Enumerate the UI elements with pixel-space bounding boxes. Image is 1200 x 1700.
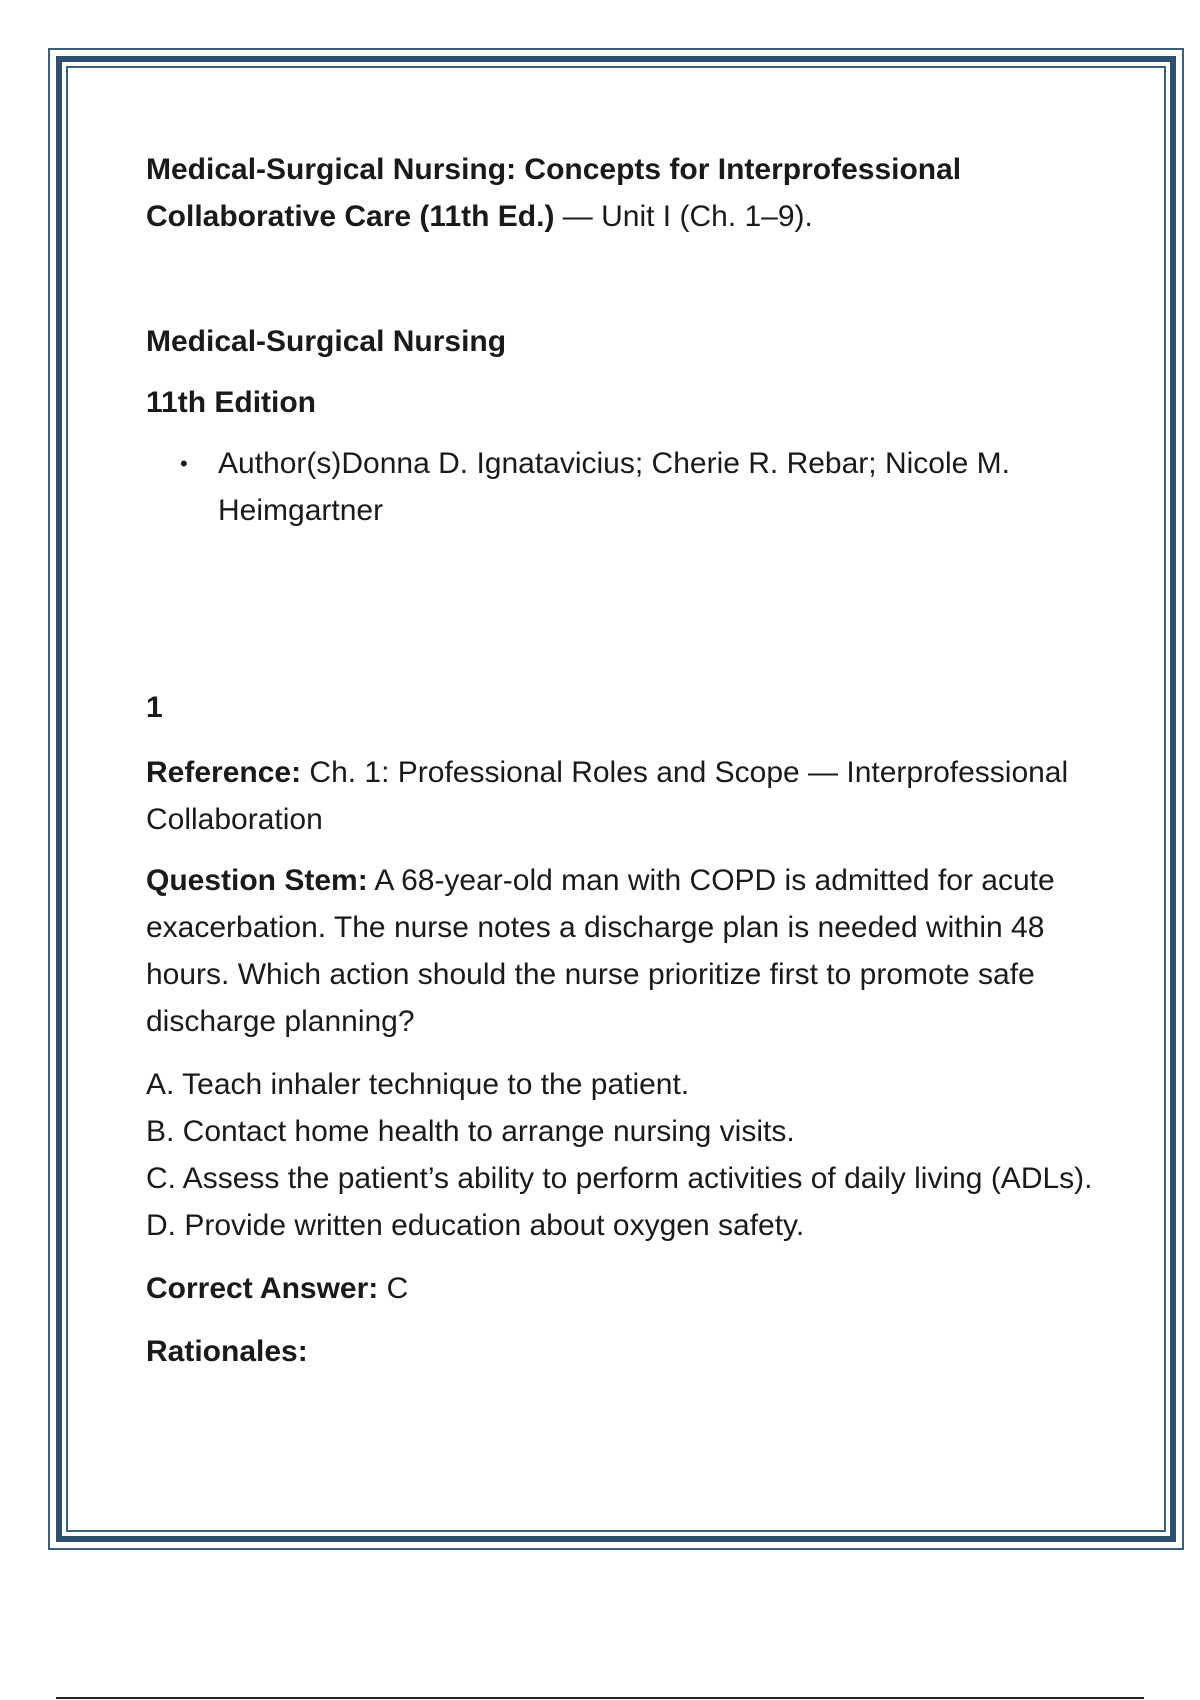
reference-label: Reference: [146,756,302,789]
rationales-heading: Rationales: [146,1335,308,1368]
option-d: D. Provide written education about oxygen safety. [146,1209,805,1242]
question-stem [146,857,1096,1045]
authors-names: Donna D. Ignatavicius; Cherie R. Rebar; Nicole M. Heimgartner [218,447,1010,527]
correct-answer-value: C [378,1272,409,1305]
correct-answer [146,1265,1096,1312]
document-content [146,146,1096,1375]
document-title [146,146,1096,240]
option-c: C. Assess the patient’s ability to perform activities of daily living (ADLs). [146,1162,1093,1195]
question-number: 1 [146,691,163,724]
document-title-bold: Medical-Surgical Nursing: Concepts for Interprofessional Collaborative Care (11th Ed.) [146,153,962,233]
authors-item [180,440,1096,534]
correct-answer-label: Correct Answer: [146,1272,379,1305]
stem-label: Question Stem: [146,864,368,897]
authors-list [146,440,1096,534]
option-b: B. Contact home health to arrange nursing visits. [146,1115,795,1148]
stem-text: A 68-year-old man with COPD is admitted for acute exacerbation. The nurse notes a discharge plan is needed within 48 hours. Which action should the nurse prioritize first to promote safe discharge planning? [146,864,1055,1038]
book-name: Medical-Surgical Nursing [146,325,507,358]
document-title-unit: — Unit I (Ch. 1–9). [554,200,813,233]
question-reference [146,749,1096,843]
bullet-icon: • [180,451,188,476]
authors-label: Author(s) [218,447,342,480]
reference-text: Ch. 1: Professional Roles and Scope — Interprofessional Collaboration [146,756,1069,836]
footer-divider [56,1697,1144,1699]
book-edition: 11th Edition [146,386,317,419]
answer-options [146,1061,1096,1249]
option-a: A. Teach inhaler technique to the patient. [146,1068,690,1101]
